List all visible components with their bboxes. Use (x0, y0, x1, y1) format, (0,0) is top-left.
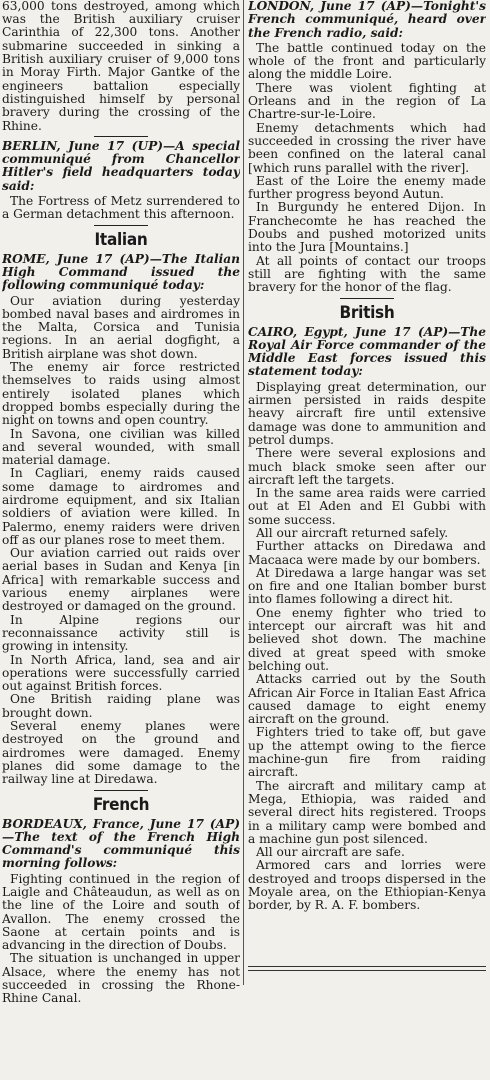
berlin-text: The Fortress of Metz surrendered to a German detachment this afternoon. (2, 194, 240, 222)
bordeaux-dateline: BORDEAUX, France, June 17 (AP)—The text of the French High Command's communiqué this morning follows: (2, 816, 240, 871)
london-paragraph: The battle continued today on the whole of the front and particularly along the middle Loire. (248, 40, 486, 82)
french-heading: French (92, 794, 150, 815)
section-divider (94, 790, 148, 791)
british-heading: British (339, 302, 395, 323)
rome-paragraph: In Alpine regions our reconnaissance activity still is growing in intensity. (2, 612, 240, 654)
cairo-paragraph: In the same area raids were carried out at El Aden and El Gubbi with some success. (248, 486, 486, 527)
london-paragraph: There was violent fighting at Orleans and in the region of La Chartre-sur-le-Loire. (248, 80, 486, 122)
bordeaux-paragraph: The situation is unchanged in upper Alsace, where the enemy has not succeeded in crossing the Rhone-Rhine Canal. (2, 951, 240, 1006)
section-divider (94, 225, 148, 226)
cairo-paragraph: Displaying great determination, our airmen persisted in raids despite heavy aircraft fire until extensive damage was done to ammunition and petrol dumps. (248, 379, 486, 447)
cairo-paragraph: At Diredawa a large hangar was set on fire and one Italian bomber burst into flames following a direct hit. (248, 565, 486, 607)
rome-paragraph: Several enemy planes were destroyed on the ground and airdromes were damaged. Enemy planes did some damage to the railway line at Diredawa. (2, 719, 240, 787)
rome-paragraph: In North Africa, land, sea and air operations were successfully carried out against British forces. (2, 652, 240, 694)
end-rule (248, 966, 486, 967)
left-column (2, 0, 240, 1080)
cairo-paragraph: All our aircraft returned safely. (256, 525, 449, 540)
london-paragraph: At all points of contact our troops still are fighting with the same bravery for the honor of the flag. (248, 253, 486, 295)
section-divider (94, 136, 148, 137)
cairo-dateline: CAIRO, Egypt, June 17 (AP)—The Royal Air Force commander of the Middle East forces issued this statement today: (248, 324, 486, 379)
bordeaux-paragraph: Fighting continued in the region of Laigle and Châteaudun, as well as on the line of the Loire and south of Avallon. The enemy crossed the Saone at certain points and is advancing in the direction of Doubs. (2, 871, 240, 953)
cairo-paragraph: Fighters tried to take off, but gave up the attempt owing to the fierce machine-gun fire from raiding aircraft. (248, 725, 486, 780)
rome-paragraph: Our aviation carried out raids over aerial bases in Sudan and Kenya [in Africa] with remarkable success and various enemy airplanes were destroyed or damaged on the ground. (2, 546, 240, 614)
rome-paragraph: In Savona, one civilian was killed and several wounded, with small material damage. (2, 426, 240, 468)
cairo-paragraph: Armored cars and lorries were destroyed and troops dispersed in the Moyale area, on the Ethiopian-Kenya border, by R. A. F. bombers. (248, 858, 486, 913)
rome-paragraph: In Cagliari, enemy raids caused some damage to airdromes and airdrome equipment, and six Italian soldiers of aviation were killed. In Palermo, enemy raiders were driven off as our planes rose to meet them. (2, 466, 240, 547)
cairo-paragraph: There were several explosions and much black smoke seen after our aircraft left the targets. (248, 446, 486, 487)
cairo-paragraph: Further attacks on Diredawa and Macaaca were made by our bombers. (248, 539, 486, 567)
cairo-paragraph: One enemy fighter who tried to intercept our aircraft was hit and believed shot down. The machine dived at great speed with smoke belching out. (248, 605, 486, 673)
rome-dateline: ROME, June 17 (AP)—The Italian High Command issued the following communiqué today: (2, 251, 240, 293)
london-dateline: LONDON, June 17 (AP)—Tonight's French communiqué, heard over the French radio, said: (248, 0, 486, 40)
cairo-paragraph: All our aircraft are safe. (256, 845, 405, 860)
column-rule (243, 0, 244, 985)
end-rule (248, 970, 486, 971)
cairo-paragraph: Attacks carried out by the South African Air Force in Italian East Africa caused damage to eight enemy aircraft on the ground. (248, 672, 486, 727)
london-paragraph: Enemy detachments which had succeeded in crossing the river have been confined on the lateral canal [which runs parallel with the river]. (248, 120, 486, 175)
london-paragraph: East of the Loire the enemy made further progress beyond Autun. (248, 173, 486, 202)
italian-heading: Italian (94, 229, 148, 250)
rome-paragraph: Our aviation during yesterday bombed naval bases and airdromes in the Malta, Corsica and Tunisia regions. In an aerial dogfight, a British airplane was shot down. (2, 293, 240, 361)
rome-paragraph: The enemy air force restricted themselves to raids using almost entirely isolated planes which dropped bombs especially during the night on towns and open country. (2, 360, 240, 428)
berlin-dateline: BERLIN, June 17 (UP)—A special communiqué from Chancellor Hitler's field headquarters today said: (2, 138, 240, 193)
cairo-paragraph: The aircraft and military camp at Mega, Ethiopia, was raided and several direct hits registered. Troops in a military camp were bombed and a machine gun post silenced. (248, 778, 486, 846)
top-paragraph: 63,000 tons destroyed, among which was the British auxiliary cruiser Carinthia of 22,300 tons. Another submarine succeeded in sinking a British auxiliary cruiser of 9,000 tons in Moray Firth. Major Gantke of the engineers battalion especially distinguished himself by personal bravery during the crossing of the Rhine. (2, 0, 240, 133)
rome-paragraph: One British raiding plane was brought down. (2, 692, 240, 720)
right-column (248, 0, 486, 985)
london-paragraph: In Burgundy he entered Dijon. In Franchecomte he has reached the Doubs and pushed motorized units into the Jura [Mountains.] (248, 200, 486, 255)
section-divider (340, 298, 394, 299)
